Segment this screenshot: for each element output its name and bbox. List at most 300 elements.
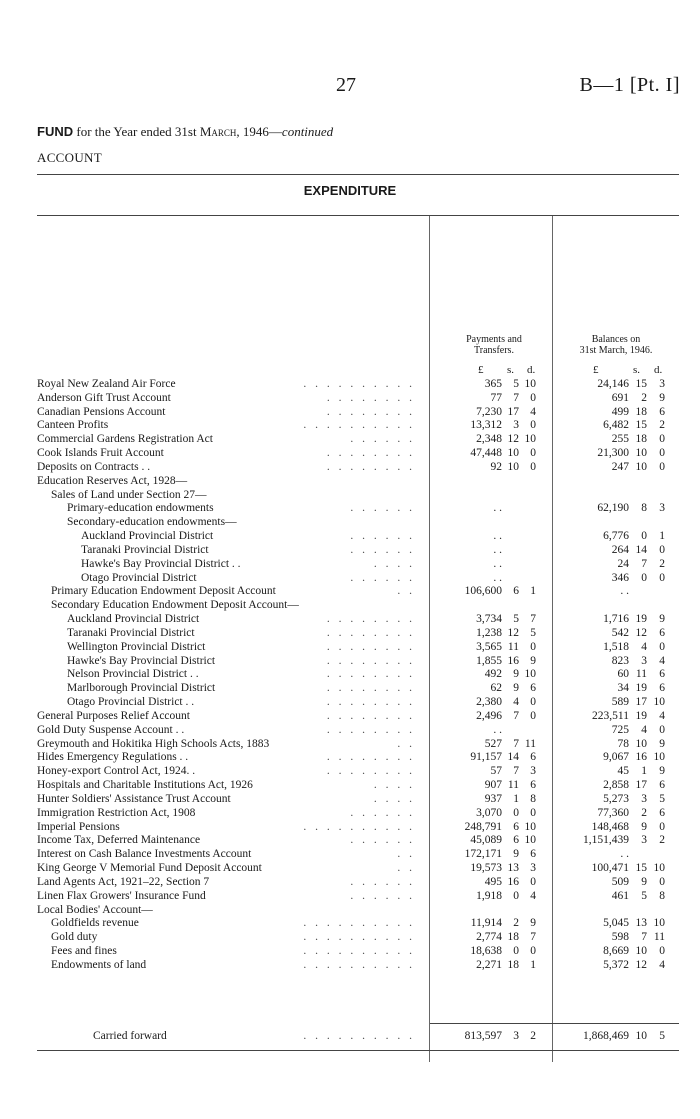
row-label: Gold Duty Suspense Account . . (37, 723, 185, 736)
row-leader-dots: . . . . . . . . (326, 460, 415, 473)
ledger-row (0, 750, 700, 764)
row-balance-pounds: . . (620, 585, 629, 598)
row-payments-pence: 4 (530, 889, 536, 902)
row-payments-shillings: 9 (513, 668, 519, 681)
row-balance-shillings: 9 (641, 875, 647, 888)
row-payments-pounds: 492 (484, 668, 502, 681)
row-payments-pence: 0 (530, 875, 536, 888)
row-leader-dots: . . . . . . (350, 806, 415, 819)
row-balance-pounds: 691 (611, 391, 629, 404)
ledger-row (0, 405, 700, 419)
ledger-row (0, 654, 700, 668)
row-balance-pence: 2 (659, 419, 665, 432)
row-balance-shillings: 4 (641, 723, 647, 736)
row-label: General Purposes Relief Account (37, 709, 190, 722)
row-leader-dots: . . . . . . . . (326, 709, 415, 722)
carried-forward-payments-shillings: 3 (513, 1030, 519, 1042)
row-payments-shillings: 17 (507, 405, 519, 418)
ledger-row (0, 723, 700, 737)
row-label: Taranaki Provincial District (81, 543, 209, 556)
row-payments-pounds: 3,734 (476, 613, 502, 626)
row-payments-shillings: 5 (513, 613, 519, 626)
row-payments-shillings: 6 (513, 820, 519, 833)
row-label: Greymouth and Hokitika High Schools Acts, 1883 (37, 737, 270, 750)
row-balance-pence: 6 (659, 405, 665, 418)
row-label: Hawke's Bay Provincial District (67, 654, 216, 667)
row-balance-pounds: 5,273 (603, 792, 629, 805)
row-balance-pence: 0 (659, 640, 665, 653)
row-balance-pounds: 1,151,439 (583, 834, 629, 847)
row-payments-shillings: 16 (507, 654, 519, 667)
row-balance-pence: 9 (659, 613, 665, 626)
row-balance-pence: 3 (659, 502, 665, 515)
row-payments-pounds: . . (493, 723, 502, 736)
ledger-row (0, 598, 700, 612)
ledger-row (0, 778, 700, 792)
row-payments-pounds: . . (493, 502, 502, 515)
row-balance-pence: 0 (659, 875, 665, 888)
row-payments-pence: 6 (530, 779, 536, 792)
row-payments-pounds: 11,914 (470, 917, 502, 930)
ledger-row (0, 571, 700, 585)
row-balance-shillings: 2 (641, 391, 647, 404)
row-payments-shillings: 0 (513, 806, 519, 819)
ledger-row (0, 764, 700, 778)
row-balance-pounds: 24,146 (597, 378, 629, 390)
ledger-row (0, 930, 700, 944)
row-label: Marlborough Provincial District (67, 682, 216, 695)
carried-forward-balance-pounds: 1,868,469 (583, 1030, 629, 1042)
title-text: for the Year ended 31st (73, 124, 200, 139)
row-leader-dots: . . . . . . (350, 502, 415, 515)
row-payments-pounds: 2,348 (476, 433, 502, 446)
ledger-row (0, 432, 700, 446)
row-leader-dots: . . . . . . . . . . (303, 917, 415, 930)
row-balance-shillings: 15 (635, 378, 647, 390)
row-payments-pounds: 106,600 (464, 585, 502, 598)
row-balance-shillings: 17 (635, 779, 647, 792)
row-payments-pounds: 2,496 (476, 709, 502, 722)
row-balance-pounds: 346 (611, 571, 629, 584)
row-payments-pounds: . . (493, 557, 502, 570)
row-payments-pence: 10 (524, 834, 536, 847)
row-balance-pounds: 62,190 (597, 502, 629, 515)
row-balance-shillings: 13 (635, 917, 647, 930)
row-label: Immigration Restriction Act, 1908 (37, 806, 196, 819)
row-leader-dots: . . (397, 848, 415, 861)
row-payments-shillings: 13 (507, 862, 519, 875)
row-payments-shillings: 3 (513, 419, 519, 432)
shilling-unit: s. (507, 364, 515, 376)
row-payments-pounds: 2,380 (476, 696, 502, 709)
row-label: Cook Islands Fruit Account (37, 447, 164, 460)
ledger-row (0, 709, 700, 723)
row-leader-dots: . . . . . . . . (326, 751, 415, 764)
row-balance-pence: 6 (659, 806, 665, 819)
row-leader-dots: . . (397, 862, 415, 875)
ledger-row (0, 418, 700, 432)
row-label: Sales of Land under Section 27— (51, 488, 207, 501)
row-payments-pence: 0 (530, 696, 536, 709)
fund-word: FUND (37, 124, 74, 139)
row-balance-pence: 4 (659, 958, 665, 971)
carried-forward-label: Carried forward (93, 1030, 167, 1042)
row-payments-pounds: 248,791 (464, 820, 502, 833)
ledger-row (0, 695, 700, 709)
row-balance-shillings: 10 (635, 460, 647, 473)
row-balance-pence: 9 (659, 391, 665, 404)
row-balance-pence: 3 (659, 378, 665, 390)
row-balance-pence: 11 (653, 931, 665, 944)
row-balance-pence: 4 (659, 654, 665, 667)
row-payments-pounds: 62 (490, 682, 502, 695)
row-balance-pence: 10 (653, 696, 665, 709)
row-leader-dots: . . . . . . . . (326, 765, 415, 778)
row-balance-pence: 1 (659, 530, 665, 543)
row-label: Hospitals and Charitable Institutions Act, 1926 (37, 779, 253, 792)
row-balance-shillings: 11 (635, 668, 647, 681)
pound-unit: £ (478, 364, 484, 376)
title-continued: continued (281, 124, 334, 139)
ledger-row (0, 861, 700, 875)
row-label: Hawke's Bay Provincial District . . (81, 557, 241, 570)
carried-forward-balance-pence: 5 (659, 1030, 665, 1042)
row-payments-pence: 6 (530, 682, 536, 695)
row-leader-dots: . . . . . . . . (326, 654, 415, 667)
row-payments-pence: 0 (530, 447, 536, 460)
row-payments-pence: 0 (530, 391, 536, 404)
page-number: 27 (336, 74, 356, 96)
row-payments-shillings: 12 (507, 626, 519, 639)
row-balance-pence: 6 (659, 779, 665, 792)
row-payments-shillings: 10 (507, 447, 519, 460)
ledger-row (0, 529, 700, 543)
row-payments-pounds: 1,238 (476, 626, 502, 639)
row-balance-pence: 2 (659, 557, 665, 570)
row-label: Gold duty (51, 931, 98, 944)
row-label: Auckland Provincial District (67, 613, 200, 626)
row-balance-shillings: 12 (635, 626, 647, 639)
row-payments-pence: 0 (530, 460, 536, 473)
row-label: Deposits on Contracts . . (37, 460, 151, 473)
row-label: Royal New Zealand Air Force (37, 378, 176, 390)
ledger-row (0, 889, 700, 903)
row-balance-pounds: 264 (611, 543, 629, 556)
row-balance-pence: 5 (659, 792, 665, 805)
row-payments-pence: 5 (530, 626, 536, 639)
row-leader-dots: . . . . . . . . (326, 640, 415, 653)
row-payments-shillings: 11 (507, 640, 519, 653)
row-leader-dots: . . . . . . . . (326, 447, 415, 460)
row-leader-dots: . . (397, 585, 415, 598)
row-payments-pence: 0 (530, 806, 536, 819)
ledger-row (0, 847, 700, 861)
ledger-row (0, 543, 700, 557)
row-payments-pounds: 1,918 (476, 889, 502, 902)
row-payments-pounds: 77 (490, 391, 502, 404)
row-label: Income Tax, Deferred Maintenance (37, 834, 201, 847)
row-payments-pence: 0 (530, 945, 536, 958)
row-payments-pence: 8 (530, 792, 536, 805)
row-payments-shillings: 0 (513, 889, 519, 902)
pound-unit-2: £ (593, 364, 599, 376)
row-payments-pence: 0 (530, 419, 536, 432)
ledger-row (0, 806, 700, 820)
row-payments-pence: 9 (530, 917, 536, 930)
top-rule (37, 174, 679, 175)
ledger-row (0, 820, 700, 834)
row-payments-pence: 11 (524, 737, 536, 750)
row-balance-pence: 6 (659, 668, 665, 681)
row-balance-shillings: 19 (635, 613, 647, 626)
row-balance-pounds: 247 (611, 460, 629, 473)
carried-forward-row (0, 1029, 700, 1043)
row-payments-pounds: 7,230 (476, 405, 502, 418)
row-leader-dots: . . . . . . (350, 889, 415, 902)
row-label: Canteen Profits (37, 419, 109, 432)
row-balance-shillings: 10 (635, 737, 647, 750)
row-balance-shillings: 8 (641, 502, 647, 515)
row-payments-shillings: 12 (507, 433, 519, 446)
row-balance-pounds: 34 (617, 682, 629, 695)
row-balance-pounds: 100,471 (591, 862, 629, 875)
carried-forward-leader: . . . . . . . . . . (303, 1030, 415, 1042)
row-label: Interest on Cash Balance Investments Account (37, 848, 252, 861)
ledger-row (0, 584, 700, 598)
row-payments-pounds: 3,565 (476, 640, 502, 653)
row-balance-shillings: 19 (635, 709, 647, 722)
row-balance-pence: 0 (659, 447, 665, 460)
expenditure-heading: EXPENDITURE (303, 183, 397, 198)
row-balance-shillings: 1 (641, 765, 647, 778)
row-label: Goldfields revenue (51, 917, 139, 930)
ledger-row (0, 488, 700, 502)
row-balance-pounds: 725 (611, 723, 629, 736)
row-payments-pence: 6 (530, 848, 536, 861)
row-label: Hides Emergency Regulations . . (37, 751, 189, 764)
row-payments-pence: 10 (524, 378, 536, 390)
row-balance-pounds: 255 (611, 433, 629, 446)
ledger-row (0, 833, 700, 847)
ledger-row (0, 792, 700, 806)
row-payments-pounds: 2,774 (476, 931, 502, 944)
row-payments-pounds: 47,448 (470, 447, 502, 460)
row-leader-dots: . . . . . . (350, 543, 415, 556)
row-balance-pence: 6 (659, 626, 665, 639)
row-balance-shillings: 19 (635, 682, 647, 695)
row-leader-dots: . . . . . . (350, 571, 415, 584)
row-balance-shillings: 3 (641, 792, 647, 805)
title-year: , 1946— (236, 124, 282, 139)
row-label: Otago Provincial District (81, 571, 197, 584)
page-reference: B—1 [Pt. I] (579, 74, 680, 96)
ledger-row (0, 737, 700, 751)
subtotal-rule (430, 1023, 679, 1024)
title-month: March (199, 124, 237, 139)
row-balance-shillings: 0 (641, 571, 647, 584)
row-balance-shillings: 2 (641, 806, 647, 819)
row-balance-shillings: 4 (641, 640, 647, 653)
row-payments-pence: 10 (524, 433, 536, 446)
ledger-row (0, 626, 700, 640)
row-payments-pounds: 937 (484, 792, 502, 805)
payments-column-header: Payments and Transfers. (466, 334, 522, 356)
row-balance-pounds: 542 (611, 626, 629, 639)
row-leader-dots: . . . . (373, 779, 415, 792)
row-payments-pence: 9 (530, 654, 536, 667)
row-payments-pounds: 365 (484, 378, 502, 390)
row-payments-pounds: . . (493, 571, 502, 584)
heading-rule (37, 215, 679, 216)
row-payments-pounds: 527 (484, 737, 502, 750)
row-payments-pounds: 91,157 (470, 751, 502, 764)
row-payments-pence: 1 (530, 958, 536, 971)
ledger-row (0, 667, 700, 681)
row-payments-shillings: 2 (513, 917, 519, 930)
row-leader-dots: . . . . . . . . . . (303, 378, 415, 390)
row-payments-pounds: 19,573 (470, 862, 502, 875)
row-label: Wellington Provincial District (67, 640, 206, 653)
ledger-row (0, 640, 700, 654)
row-balance-pounds: 1,518 (603, 640, 629, 653)
row-balance-pence: 9 (659, 737, 665, 750)
row-balance-pounds: 9,067 (603, 751, 629, 764)
fund-title (37, 124, 333, 140)
ledger-row (0, 377, 700, 391)
row-label: Primary Education Endowment Deposit Account (51, 585, 276, 598)
row-payments-pence: 6 (530, 751, 536, 764)
row-payments-shillings: 7 (513, 709, 519, 722)
row-leader-dots: . . . . . . (350, 530, 415, 543)
row-balance-shillings: 3 (641, 654, 647, 667)
row-payments-shillings: 18 (507, 958, 519, 971)
row-label: Otago Provincial District . . (67, 696, 195, 709)
row-balance-pounds: 6,776 (603, 530, 629, 543)
carried-forward-balance-shillings: 10 (635, 1030, 647, 1042)
row-balance-pounds: 8,669 (603, 945, 629, 958)
row-payments-shillings: 7 (513, 737, 519, 750)
row-balance-pence: 0 (659, 433, 665, 446)
row-balance-pence: 10 (653, 751, 665, 764)
account-label: ACCOUNT (37, 150, 102, 165)
row-leader-dots: . . . . . . . . (326, 723, 415, 736)
row-balance-shillings: 3 (641, 834, 647, 847)
row-payments-shillings: 6 (513, 585, 519, 598)
ledger-row (0, 612, 700, 626)
row-balance-pence: 0 (659, 820, 665, 833)
row-payments-shillings: 10 (507, 460, 519, 473)
ledger-row (0, 515, 700, 529)
row-leader-dots: . . . . . . . . (326, 613, 415, 626)
row-balance-shillings: 12 (635, 958, 647, 971)
row-balance-pence: 4 (659, 709, 665, 722)
row-payments-pence: 1 (530, 585, 536, 598)
row-payments-pence: 10 (524, 820, 536, 833)
row-balance-pounds: 1,716 (603, 613, 629, 626)
row-balance-pounds: 589 (611, 696, 629, 709)
row-payments-shillings: 14 (507, 751, 519, 764)
row-leader-dots: . . . . . . . . (326, 668, 415, 681)
row-payments-pounds: 1,855 (476, 654, 502, 667)
row-payments-pence: 3 (530, 862, 536, 875)
row-balance-shillings: 9 (641, 820, 647, 833)
ledger-row (0, 903, 700, 917)
bottom-rule (37, 1050, 679, 1051)
row-payments-shillings: 16 (507, 875, 519, 888)
row-balance-shillings: 7 (641, 931, 647, 944)
row-balance-pounds: 598 (611, 931, 629, 944)
row-payments-pounds: . . (493, 543, 502, 556)
row-balance-pounds: 148,468 (591, 820, 629, 833)
row-payments-shillings: 6 (513, 834, 519, 847)
row-payments-shillings: 11 (507, 779, 519, 792)
row-balance-pence: 0 (659, 571, 665, 584)
row-leader-dots: . . . . . . (350, 875, 415, 888)
row-payments-pounds: 907 (484, 779, 502, 792)
row-balance-pounds: 509 (611, 875, 629, 888)
row-leader-dots: . . . . . . (350, 834, 415, 847)
row-leader-dots: . . . . . . . . (326, 391, 415, 404)
row-payments-pounds: . . (493, 530, 502, 543)
row-payments-pounds: 18,638 (470, 945, 502, 958)
row-balance-shillings: 10 (635, 945, 647, 958)
row-payments-pence: 7 (530, 613, 536, 626)
row-balance-shillings: 15 (635, 862, 647, 875)
row-leader-dots: . . . . . . . . (326, 405, 415, 418)
row-balance-pounds: 6,482 (603, 419, 629, 432)
row-payments-pounds: 45,089 (470, 834, 502, 847)
row-label: Secondary-education endowments— (67, 516, 237, 529)
row-leader-dots: . . (397, 737, 415, 750)
row-balance-shillings: 18 (635, 433, 647, 446)
ledger-row (0, 958, 700, 972)
row-payments-shillings: 0 (513, 945, 519, 958)
row-payments-pounds: 13,312 (470, 419, 502, 432)
row-label: Land Agents Act, 1921–22, Section 7 (37, 875, 210, 888)
row-balance-pounds: . . (620, 848, 629, 861)
row-payments-pence: 3 (530, 765, 536, 778)
row-leader-dots: . . . . (373, 792, 415, 805)
row-balance-pounds: 499 (611, 405, 629, 418)
row-label: Linen Flax Growers' Insurance Fund (37, 889, 206, 902)
row-leader-dots: . . . . . . . . . . (303, 419, 415, 432)
row-label: Fees and fines (51, 945, 117, 958)
row-payments-pounds: 3,070 (476, 806, 502, 819)
ledger-row (0, 446, 700, 460)
row-label: Nelson Provincial District . . (67, 668, 199, 681)
row-payments-shillings: 7 (513, 391, 519, 404)
row-label: Canadian Pensions Account (37, 405, 166, 418)
row-payments-shillings: 1 (513, 792, 519, 805)
balances-column-header: Balances on 31st March, 1946. (579, 334, 653, 356)
row-payments-pence: 0 (530, 640, 536, 653)
shilling-unit-2: s. (633, 364, 641, 376)
row-payments-pounds: 172,171 (464, 848, 502, 861)
row-payments-pence: 10 (524, 668, 536, 681)
row-balance-pounds: 77,360 (597, 806, 629, 819)
row-payments-pounds: 2,271 (476, 958, 502, 971)
ledger-row (0, 501, 700, 515)
row-payments-pounds: 92 (490, 460, 502, 473)
row-label: Local Bodies' Account— (37, 903, 153, 916)
row-balance-pence: 0 (659, 723, 665, 736)
row-balance-pounds: 823 (611, 654, 629, 667)
row-label: Honey-export Control Act, 1924. . (37, 765, 196, 778)
row-balance-pence: 6 (659, 682, 665, 695)
ledger-row (0, 474, 700, 488)
row-payments-shillings: 9 (513, 682, 519, 695)
row-balance-pounds: 2,858 (603, 779, 629, 792)
